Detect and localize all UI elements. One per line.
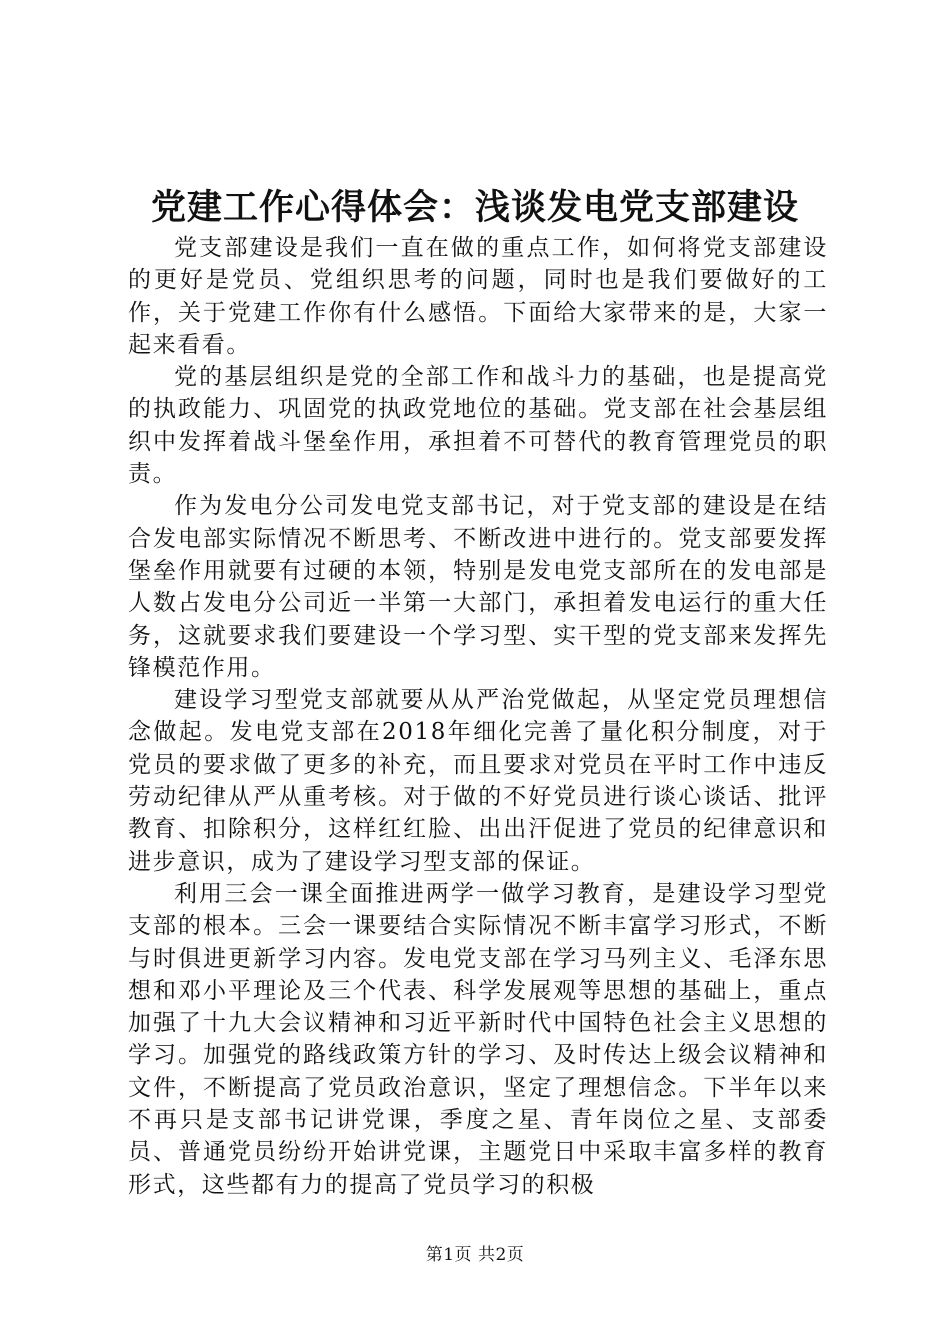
paragraph-5: 利用三会一课全面推进两学一做学习教育，是建设学习型党支部的根本。三会一课要结合实际情况不断丰富学习形式，不断与时俱进更新学习内容。发电党支部在学习马列主义、毛泽东思想和邓小平理论及三个代表、科学发展观等思想的基础上，重点加强了十九大会议精神和习近平新时代中国特色社会主义思想的学习。加强党的路线政策方针的学习、及时传达上级会议精神和文件，不断提高了党员政治意识，坚定了理想信念。下半年以来不再只是支部书记讲党课，季度之星、青年岗位之星、支部委员、普通党员纷纷开始讲党课，主题党日中采取丰富多样的教育形式，这些都有力的提高了党员学习的积极 [128,880,828,1198]
document-title: 党建工作心得体会：浅谈发电党支部建设 [150,187,799,228]
paragraph-3: 作为发电分公司发电党支部书记，对于党支部的建设是在结合发电部实际情况不断思考、不断改进中进行的。党支部要发挥堡垒作用就要有过硬的本领，特别是发电党支部所在的发电部是人数占发电分公司近一半第一大部门，承担着发电运行的重大任务，这就要求我们要建设一个学习型、实干型的党支部来发挥先锋模范作用。 [128,493,828,681]
paragraph-2: 党的基层组织是党的全部工作和战斗力的基础，也是提高党的执政能力、巩固党的执政党地位的基础。党支部在社会基层组织中发挥着战斗堡垒作用，承担着不可替代的教育管理党员的职责。 [128,364,828,488]
paragraph-1: 党支部建设是我们一直在做的重点工作，如何将党支部建设的更好是党员、党组织思考的问题，同时也是我们要做好的工作，关于党建工作你有什么感悟。下面给大家带来的是，大家一起来看看。 [128,235,828,358]
document-body [128,232,828,1201]
page-footer: 第1页 共2页 [425,1245,525,1265]
paragraph-4: 建设学习型党支部就要从从严治党做起，从坚定党员理想信念做起。发电党支部在2018年细化完善了量化积分制度，对于党员的要求做了更多的补充，而且要求对党员在平时工作中违反劳动纪律从严从重考核。对于做的不好党员进行谈心谈话、批评教育、扣除积分，这样红红脸、出出汗促进了党员的纪律意识和进步意识，成为了建设学习型支部的保证。 [128,687,828,875]
